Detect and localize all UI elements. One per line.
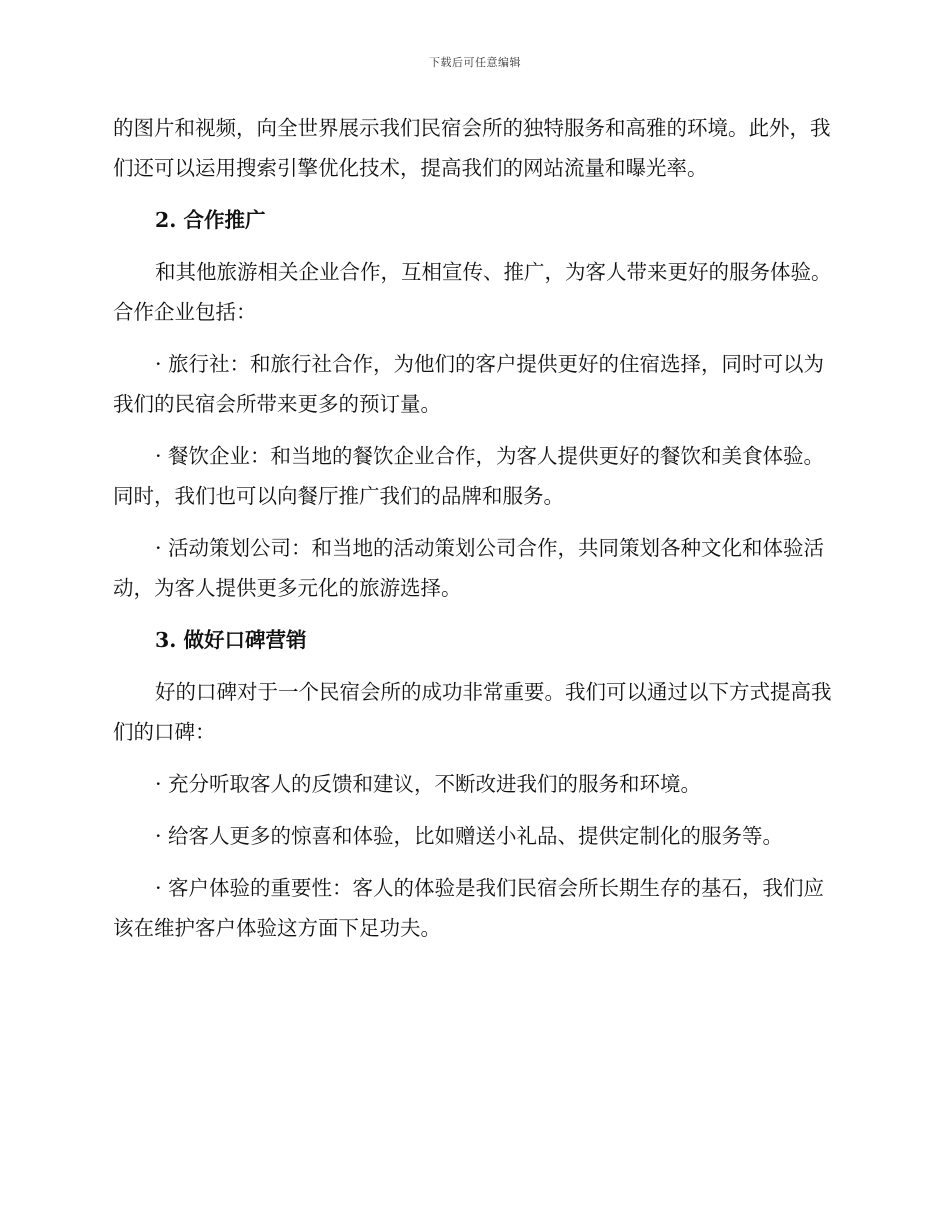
bullet-surprises: · 给客人更多的惊喜和体验，比如赠送小礼品、提供定制化的服务等。 bbox=[155, 824, 784, 848]
bullet-feedback: · 充分听取客人的反馈和建议，不断改进我们的服务和环境。 bbox=[155, 772, 702, 796]
paragraph-word-of-mouth-intro: 好的口碑对于一个民宿会所的成功非常重要。我们可以通过以下方式提高我们的口碑： bbox=[113, 680, 832, 744]
paragraph-intro-continued: 的图片和视频，向全世界展示我们民宿会所的独特服务和高雅的环境。此外，我们还可以运用搜索引擎优化技术，提高我们的网站流量和曝光率。 bbox=[113, 116, 831, 180]
bullet-travel-agency: · 旅行社：和旅行社合作，为他们的客户提供更好的住宿选择，同时可以为我们的民宿会所带来更多的预订量。 bbox=[113, 352, 825, 416]
bullet-event-planning: · 活动策划公司：和当地的活动策划公司合作，共同策划各种文化和体验活动，为客人提供更多元化的旅游选择。 bbox=[113, 536, 825, 600]
page-header: 下载后可任意编辑 bbox=[429, 56, 521, 69]
paragraph-cooperation-intro: 和其他旅游相关企业合作，互相宣传、推广，为客人带来更好的服务体验。合作企业包括： bbox=[113, 260, 832, 324]
document-body bbox=[113, 108, 837, 960]
section-heading-word-of-mouth: 3. 做好口碑营销 bbox=[155, 628, 307, 652]
section-heading-cooperation: 2. 合作推广 bbox=[155, 208, 266, 232]
bullet-customer-experience: · 客户体验的重要性：客人的体验是我们民宿会所长期生存的基石，我们应该在维护客户体验这方面下足功夫。 bbox=[113, 876, 825, 940]
bullet-catering: · 餐饮企业：和当地的餐饮企业合作，为客人提供更好的餐饮和美食体验。同时，我们也可以向餐厅推广我们的品牌和服务。 bbox=[113, 444, 825, 508]
